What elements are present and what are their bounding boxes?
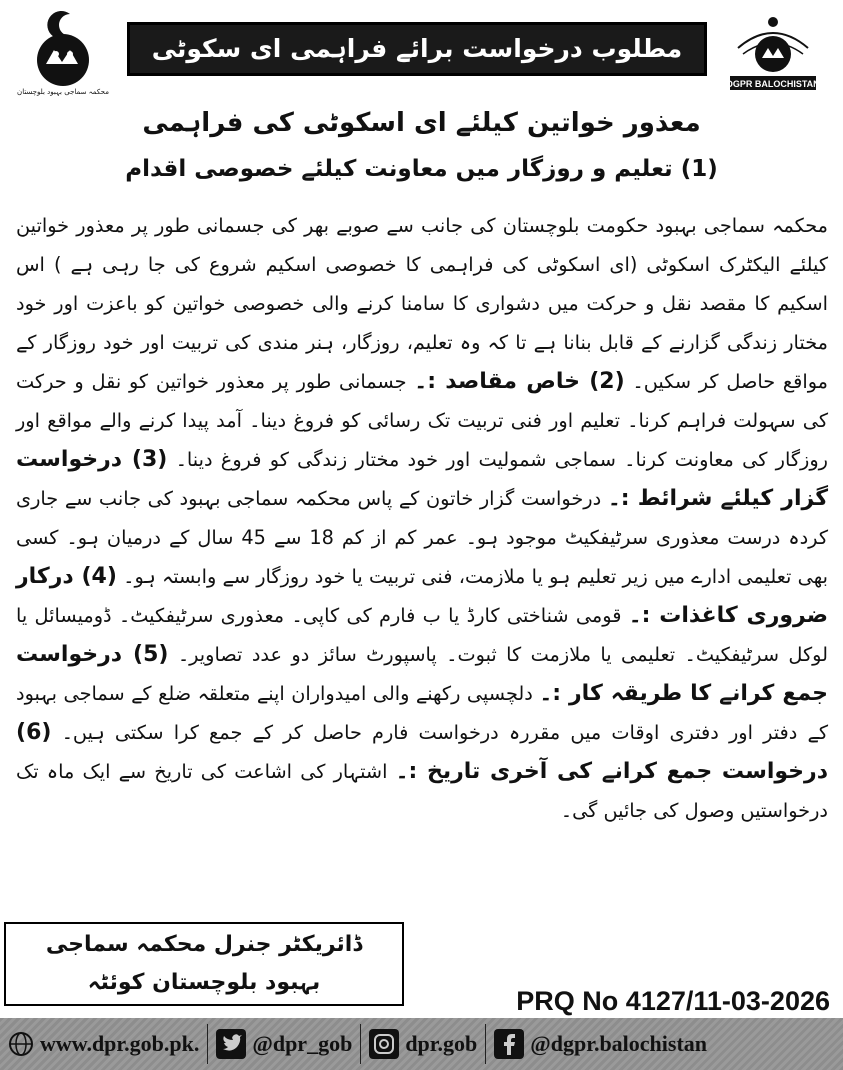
footer-instagram[interactable] — [369, 1018, 477, 1070]
social-welfare-logo — [8, 8, 118, 98]
footer-website[interactable] — [8, 1018, 199, 1070]
footer-facebook[interactable] — [494, 1018, 707, 1070]
dgpr-logo — [718, 8, 828, 98]
logo-left-text: محکمہ سماجی بہبود بلوچستان — [17, 88, 109, 96]
website-text: www.dpr.gob.pk. — [40, 1031, 200, 1056]
section-5-heading: (5) درخواست جمع کرانے کا طریقہ کار :۔ — [16, 642, 828, 706]
signature-box — [4, 922, 404, 1006]
twitter-handle: @dpr_gob — [252, 1031, 353, 1056]
section-4-heading: (4) درکار ضروری کاغذات :۔ — [16, 564, 828, 628]
section-2-text: جسمانی طور پر معذور خواتین کو نقل و حرکت کی سہولت فراہم کرنا۔ تعلیم اور فنی تربیت تک رسائی کو فروغ دینا۔ آمد پیدا کرنے والے مواقع اور روزگار کی معاونت کرنا۔ سماجی شمولیت اور خود مختار زندگی کو فروغ دینا۔ — [16, 370, 828, 471]
signature-line-2: بہبود بلوچستان کوئٹہ — [87, 970, 321, 995]
footer-divider — [360, 1024, 361, 1064]
section-6-text: اشتہار کی اشاعت کی تاریخ سے ایک ماہ تک درخواستیں وصول کی جائیں گی۔ — [16, 760, 828, 822]
facebook-handle: @dgpr.balochistan — [530, 1031, 708, 1056]
main-heading: معذور خواتین کیلئے ای اسکوٹی کی فراہمی — [142, 108, 701, 138]
twitter-icon — [216, 1029, 246, 1059]
section-3-heading: (3) درخواست گزار کیلئے شرائط :۔ — [16, 447, 828, 511]
body-text — [16, 206, 828, 830]
footer-twitter[interactable] — [216, 1018, 352, 1070]
signature-line-1: ڈائریکٹر جنرل محکمہ سماجی — [45, 932, 363, 957]
section-2-heading: (2) خاص مقاصد :۔ — [414, 369, 625, 394]
section-5-text: دلچسپی رکھنے والی امیدواران اپنے متعلقہ ضلع کے سماجی بہبود کے دفتر اور دفتری اوقات میں مقررہ درخواست فارم حاصل کر کے جمع کرا سکتی ہیں۔ — [16, 682, 828, 744]
footer-divider — [207, 1024, 208, 1064]
sub-heading: (1) تعلیم و روزگار میں معاونت کیلئے خصوصی اقدام — [125, 156, 718, 182]
footer-divider — [485, 1024, 486, 1064]
instagram-icon — [369, 1029, 399, 1059]
footer-bar — [0, 1018, 843, 1070]
intro-paragraph: محکمہ سماجی بہبود حکومت بلوچستان کی جانب سے صوبے بھر کی جسمانی طور پر معذور خواتین کیلئے الیکٹرک اسکوٹی (ای اسکوٹی کی فراہمی کا خصوصی اسکیم شروع کی جا رہی ہے ) اس اسکیم کا مقصد نقل و حرکت میں دشواری کا سامنا کرنے والی خصوصی خواتین کو باعزت اور خود مختار زندگی گزارنے کے قابل بنانا ہے تا کہ وہ تعلیم، روزگار، ہنر مندی کی تربیت اور خود روزگار کے مواقع حاصل کر سکیں۔ — [16, 214, 828, 393]
section-3-text: درخواست گزار خاتون کے پاس محکمہ سماجی بہبود کی جانب سے جاری کردہ درست معذوری سرٹیفکیٹ موجود ہو۔ عمر کم از کم 18 سے 45 سال کے درمیان ہو۔ کسی بھی تعلیمی ادارے میں زیر تعلیم ہو یا ملازمت، فنی تربیت یا خود روزگار سے وابستہ ہو۔ — [16, 487, 828, 588]
instagram-handle: dpr.gob — [405, 1031, 478, 1056]
prq-number: PRQ No 4127/11-03-2026 — [516, 986, 830, 1016]
facebook-icon — [494, 1029, 524, 1059]
globe-icon — [8, 1031, 34, 1057]
logo-right-text: DGPR BALOCHISTAN — [726, 79, 820, 89]
page-title: مطلوب درخواست برائے فراہمی ای سکوٹی (معذور خواتین) — [127, 22, 707, 76]
section-6-heading: (6) درخواست جمع کرانے کی آخری تاریخ :۔ — [16, 720, 828, 784]
section-4-text: قومی شناختی کارڈ یا ب فارم کی کاپی۔ معذوری سرٹیفکیٹ۔ ڈومیسائل یا لوکل سرٹیفکیٹ۔ تعلیمی یا ملازمت کا ثبوت۔ پاسپورٹ سائز دو عدد تصاویر۔ — [16, 604, 828, 666]
